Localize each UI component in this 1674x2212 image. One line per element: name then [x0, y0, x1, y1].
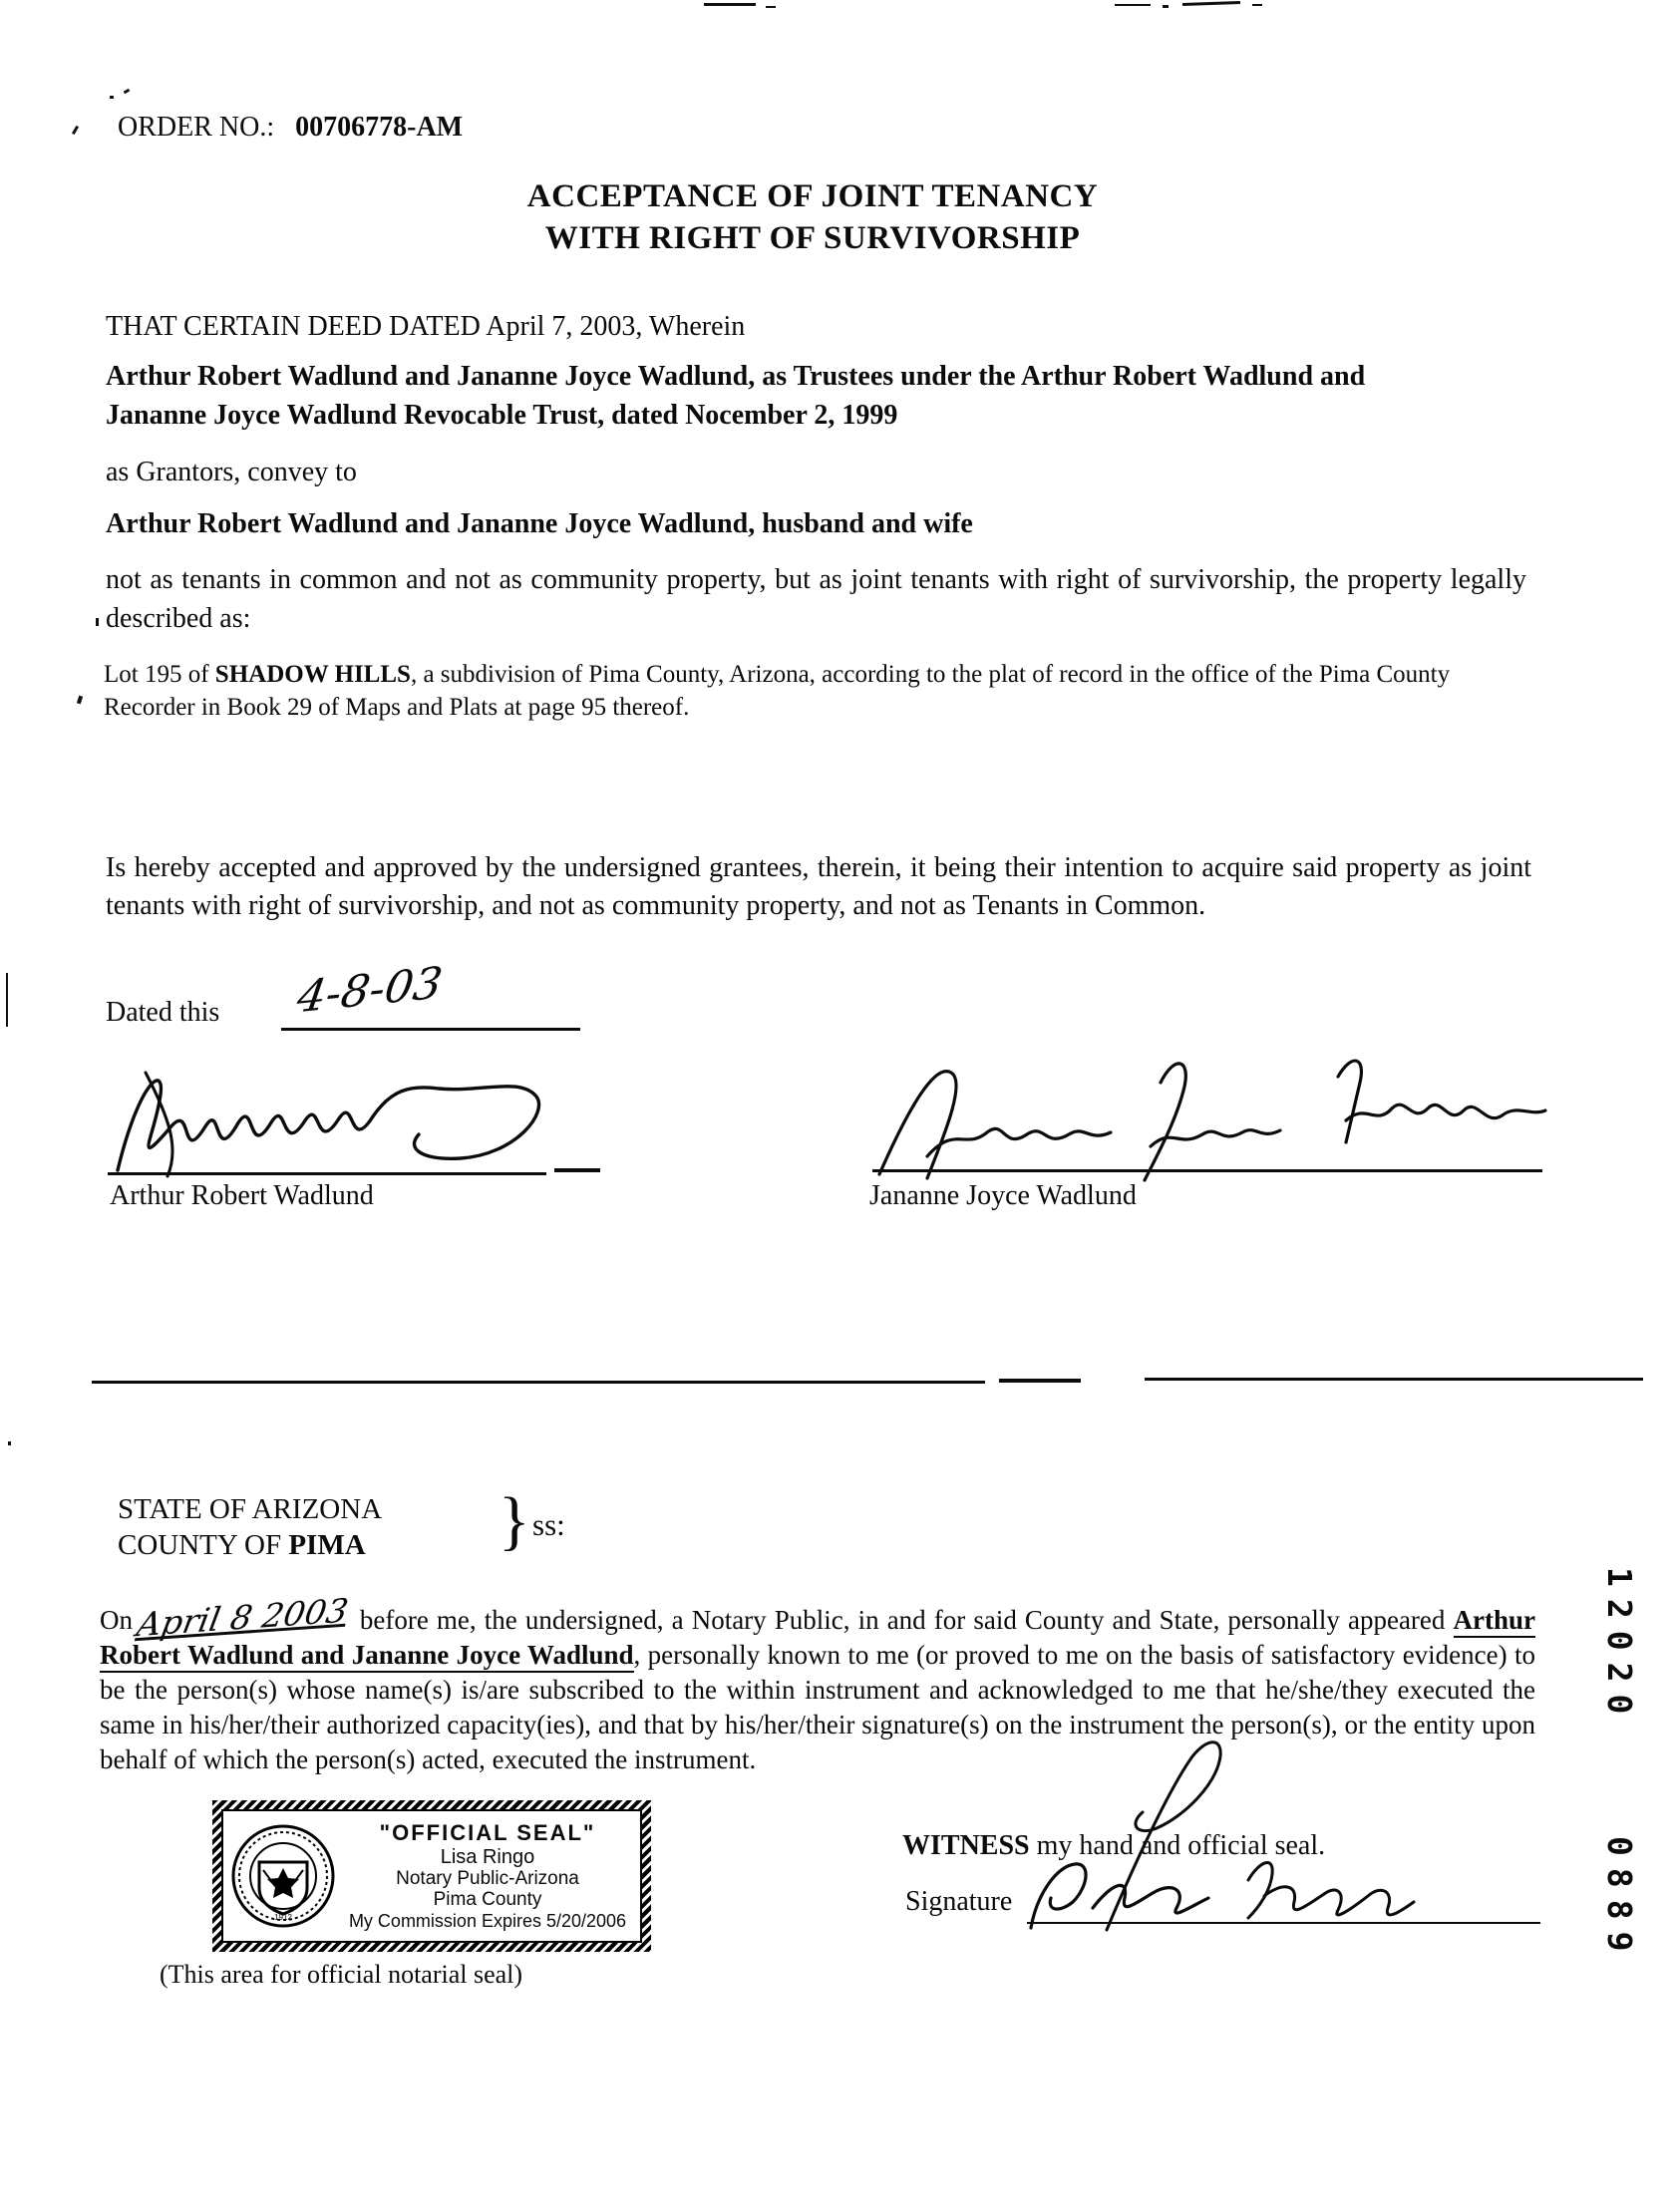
scan-artifact: [6, 973, 8, 1027]
signature-line-right: [872, 1169, 1542, 1172]
county-name: PIMA: [288, 1529, 366, 1561]
order-label: ORDER NO.:: [118, 112, 275, 143]
intro-clause: THAT CERTAIN DEED DATED April 7, 2003, Wherein: [106, 311, 746, 342]
signer-name-left: Arthur Robert Wadlund: [110, 1180, 374, 1211]
county-prefix: COUNTY OF: [118, 1529, 289, 1561]
blank-line-right: [1145, 1378, 1643, 1381]
scan-artifact: [704, 3, 756, 6]
recorder-stamp-bottom: 0889: [1600, 1836, 1639, 1964]
notary-signature-scribble: [1017, 1733, 1436, 1932]
tenancy-paragraph: not as tenants in common and not as community property, but as joint tenants with right of survivorship, the property legally described as:: [106, 564, 1526, 634]
notary-appeared: before me, the undersigned, a Notary Public, in and for said County and State, personally appeared: [351, 1605, 1454, 1635]
convey-clause: as Grantors, convey to: [106, 457, 357, 487]
signature-line-left-dash: [554, 1168, 600, 1172]
venue-county: [118, 1529, 366, 1562]
notary-handwritten-date: April 8 2003: [134, 1590, 352, 1645]
dated-handwritten-date: 4-8-03: [293, 957, 446, 1024]
scan-artifact: [1163, 5, 1169, 8]
scan-artifact: [766, 6, 776, 8]
scan-artifact: [77, 696, 83, 705]
signature-label: Signature: [905, 1886, 1013, 1917]
scan-artifact: [8, 1441, 11, 1445]
title-line-2: WITH RIGHT OF SURVIVORSHIP: [544, 220, 1081, 256]
scan-artifact: [1115, 4, 1151, 6]
scan-artifact: [1182, 1, 1240, 6]
legal-description: [104, 658, 1519, 724]
dated-blank-line: [281, 1028, 580, 1031]
blank-line-left: [92, 1381, 985, 1384]
venue-state: STATE OF ARIZONA: [118, 1493, 383, 1525]
witness-bold: WITNESS: [902, 1830, 1030, 1861]
seal-text-block: [341, 1821, 634, 1931]
scan-artifact: [110, 96, 114, 99]
scan-artifact: [72, 126, 79, 135]
legal-pre: Lot 195 of: [104, 661, 215, 688]
notary-appearer-names: Arthur Robert Wadlund and Jananne Joyce Wadlund: [100, 1605, 1535, 1673]
notary-seal-stamp: [212, 1800, 651, 1952]
seal-county: Pima County: [433, 1889, 542, 1911]
blank-line-dash: [999, 1379, 1081, 1383]
arthur-signature-scribble: [110, 1059, 558, 1178]
order-value: 00706778-AM: [295, 112, 464, 143]
jananne-signature-scribble: [869, 1047, 1567, 1186]
recorder-stamp-top: 12020: [1600, 1567, 1639, 1727]
dated-label: Dated this: [106, 997, 220, 1028]
svg-text:1912: 1912: [274, 1913, 292, 1922]
ss-brace: }: [499, 1484, 530, 1557]
seal-notary-name: Lisa Ringo: [440, 1845, 535, 1868]
scan-artifact: [96, 618, 99, 626]
notary-on: On: [100, 1605, 133, 1635]
title-line-1: ACCEPTANCE OF JOINT TENANCY: [526, 178, 1099, 214]
acceptance-paragraph: Is hereby accepted and approved by the undersigned grantees, therein, it being their intention to acquire said property as joint tenants with right of survivorship, and not as community property, and not as Tenants in Common.: [106, 852, 1531, 921]
signature-line-left: [108, 1172, 546, 1175]
ss-label: ss:: [532, 1507, 565, 1542]
grantees-paragraph: Arthur Robert Wadlund and Jananne Joyce Wadlund, husband and wife: [106, 508, 973, 539]
grantors-paragraph: Arthur Robert Wadlund and Jananne Joyce Wadlund, as Trustees under the Arthur Robert Wadlund and Jananne Joyce Wadlund Revocable Trust, dated Nocember 2, 1999: [106, 361, 1366, 431]
witness-rest: my hand and official seal.: [1029, 1830, 1326, 1861]
order-number-row: [118, 112, 463, 144]
seal-expiry: My Commission Expires 5/20/2006: [348, 1910, 627, 1931]
legal-rest: , a subdivision of Pima County, Arizona, according to the plat of record in the office of the Pima County Recorder in Book 29 of Maps and Plats at page 95 thereof.: [104, 661, 1451, 721]
legal-subdivision-name: SHADOW HILLS: [214, 661, 411, 688]
seal-caption: (This area for official notarial seal): [160, 1960, 523, 1989]
seal-inner-frame: [221, 1809, 642, 1943]
state-seal-icon: [229, 1820, 337, 1932]
seal-title: "OFFICIAL SEAL": [379, 1820, 596, 1846]
signer-name-right: Jananne Joyce Wadlund: [869, 1180, 1137, 1211]
document-title: [100, 175, 1525, 259]
scan-artifact: [1252, 4, 1262, 6]
notary-acknowledgment-text: , personally known to me (or proved to me on the basis of satisfactory evidence) to be the person(s) whose name(s) is/are subscribed to the within instrument and acknowledged to me that he/she/they executed the same in his/her/their authorized capacity(ies), and that by his/her/their signature(s) on the instrument the person(s), or the entity upon behalf of which the person(s) acted, executed the instrument.: [100, 1640, 1535, 1774]
seal-notary-role: Notary Public-Arizona: [396, 1868, 579, 1890]
scan-artifact: [124, 89, 131, 95]
